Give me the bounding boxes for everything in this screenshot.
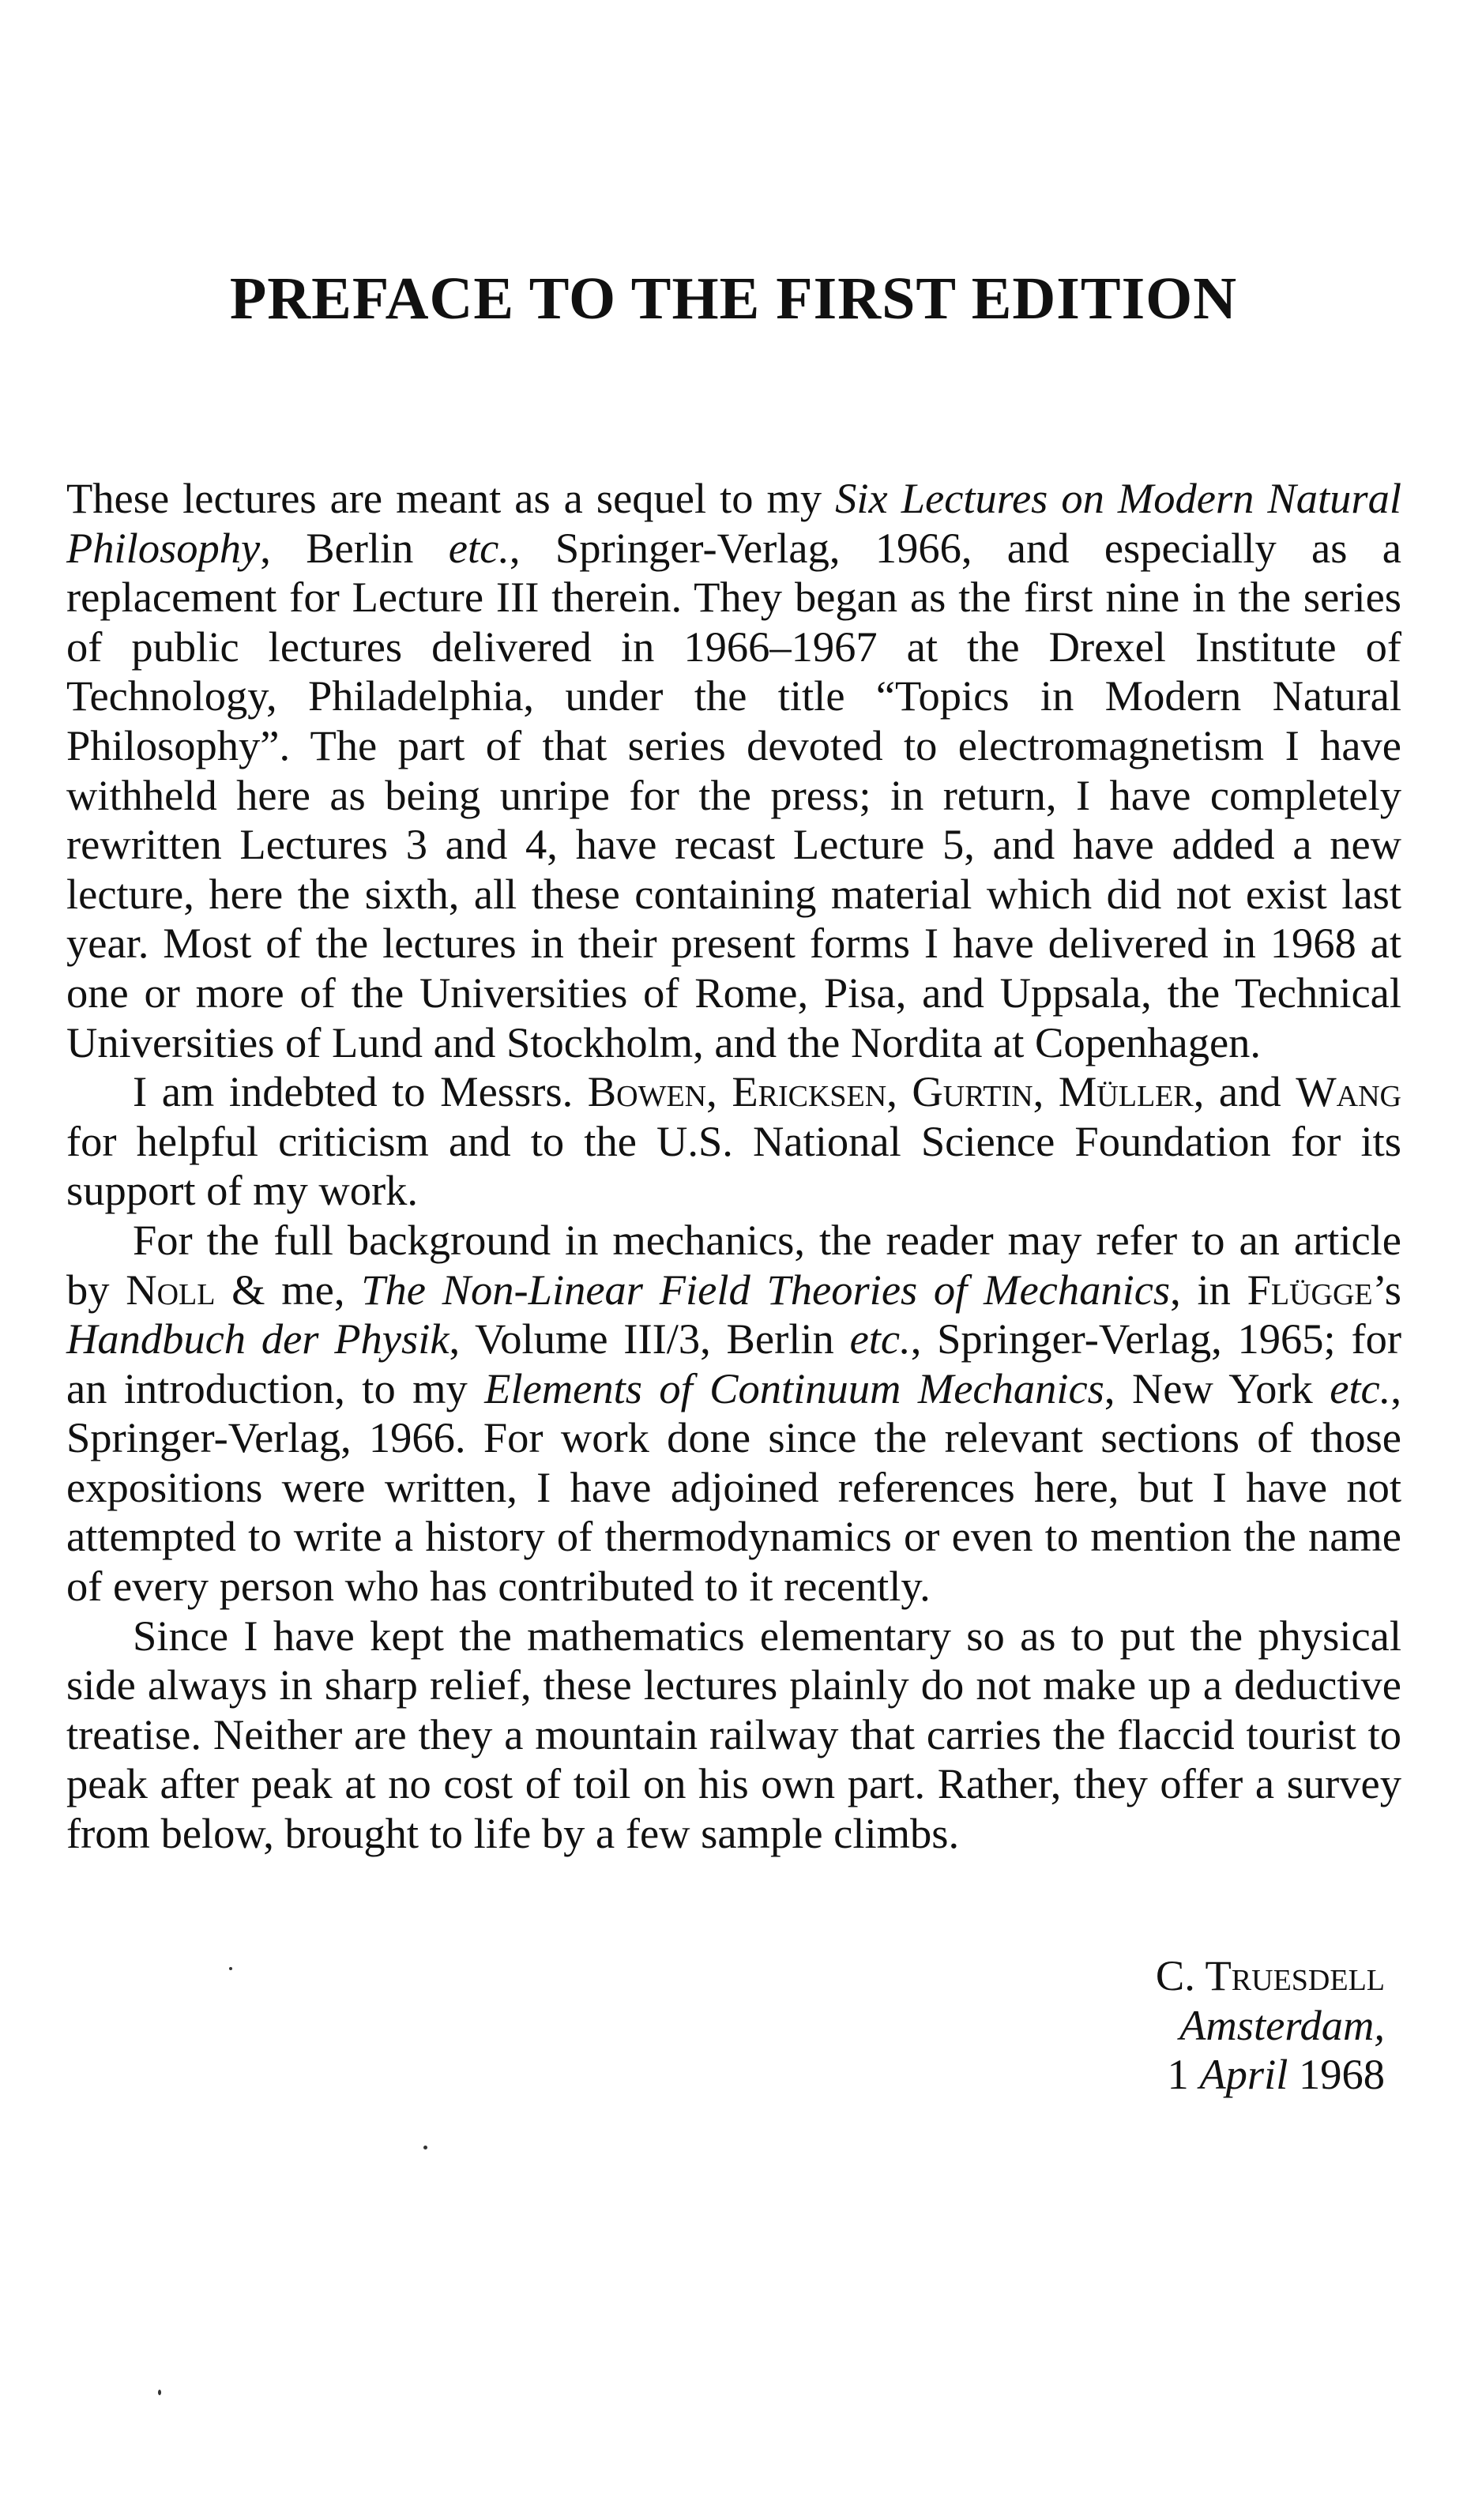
person-name: Flügge [1247, 1265, 1373, 1314]
italic-etc: etc. [448, 523, 510, 572]
text-run: , Springer-Verlag, 1966, and especially as a replacement for Lecture III therein. They began as the first nine in the series of public lectures delivered in 1966–1967 at the Drexel Institute of Technology, Philadelphia, under the title “Topics in Modern Natural Philosophy”. The part of that series devoted to electromagnetism I have withheld here as being unripe for the press; in return, I have completely rewritten Lectures 3 and 4, have recast Lecture 5, and have added a new lecture, here the sixth, all these containing material which did not exist last year. Most of the lectures in their present forms I have delivered in 1968 at one or more of the Universities of Rome, Pisa, and Uppsala, the Technical Universities of Lund and Stockholm, and the Nordita at Copenhagen. [66, 523, 1401, 1066]
text-run: , [886, 1067, 912, 1116]
person-name: Wang [1296, 1067, 1401, 1116]
place [1156, 2001, 1385, 2051]
paragraph-1 [66, 474, 1401, 1067]
text-run: , Volume III/3, Berlin [449, 1315, 850, 1363]
text-run: , and [1193, 1067, 1296, 1116]
text-run: , Springer-Verlag, 1966. For work done since the relevant sections of those expositions were written, I have adjoined references here, but I have not attempted to write a history of thermodynamics or even to mention the name of every person who has contributed to it recently. [66, 1363, 1401, 1611]
paragraph-2 [66, 1067, 1401, 1216]
text-run: & me, [215, 1265, 362, 1314]
text-run: For the full background in mechanics, the reader may refer to an article by [66, 1215, 1401, 1314]
signature-block [1156, 1951, 1385, 2100]
text-run: , Berlin [260, 523, 449, 572]
scan-speck [423, 2146, 427, 2150]
person-name: Müller [1058, 1067, 1194, 1116]
scan-speck [158, 2390, 161, 2395]
person-name: Ericksen [732, 1067, 887, 1116]
preface-body [66, 474, 1401, 1859]
scan-speck [229, 1967, 232, 1970]
date-day: 1 [1167, 2050, 1200, 2099]
place-name: Amsterdam, [1179, 2000, 1385, 2049]
text-run: Since I have kept the mathematics elementary so as to put the physical side always in sharp relief, these lectures plainly do not make up a deductive treatise. Neither are they a mountain railway that carries the flaccid tourist to peak after peak at no cost of toil on his own part. Rather, they offer a survey from below, brought to life by a few sample climbs. [66, 1611, 1401, 1858]
text-run: , [706, 1067, 732, 1116]
text-run: ’s [1372, 1265, 1401, 1314]
paragraph-4 [66, 1612, 1401, 1859]
author-name: C. Truesdell [1155, 1951, 1385, 1999]
text-run: for helpful criticism and to the U.S. National Science Foundation for its support of my work. [66, 1116, 1401, 1215]
text-run: , New York [1104, 1363, 1330, 1412]
book-title-non-linear: The Non-Linear Field Theories of Mechanics [361, 1265, 1171, 1314]
date [1156, 2050, 1385, 2100]
text-run: These lectures are meant as a sequel to my [66, 474, 836, 522]
book-title-elements: Elements of Continuum Mechanics [484, 1363, 1104, 1412]
date-month: April [1199, 2050, 1288, 2099]
book-title-handbuch: Handbuch der Physik [66, 1315, 450, 1363]
book-title-six-lectures: Six Lectures on Modern Natural Philosophy [66, 474, 1402, 572]
page-title: PREFACE TO THE FIRST EDITION [229, 265, 1238, 332]
text-run: I am indebted to Messrs. [133, 1067, 588, 1116]
paragraph-3 [66, 1216, 1401, 1612]
person-name: Gurtin [912, 1067, 1033, 1116]
person-name: Bowen [587, 1067, 707, 1116]
text-run: , Springer-Verlag, 1965; for an introduction, to my [66, 1315, 1401, 1412]
text-run: , in [1170, 1265, 1247, 1314]
date-year: 1968 [1288, 2050, 1385, 2099]
italic-etc: etc. [1330, 1363, 1391, 1412]
person-name: Noll [126, 1265, 216, 1314]
text-run: , [1033, 1067, 1059, 1116]
italic-etc: etc. [849, 1315, 911, 1363]
